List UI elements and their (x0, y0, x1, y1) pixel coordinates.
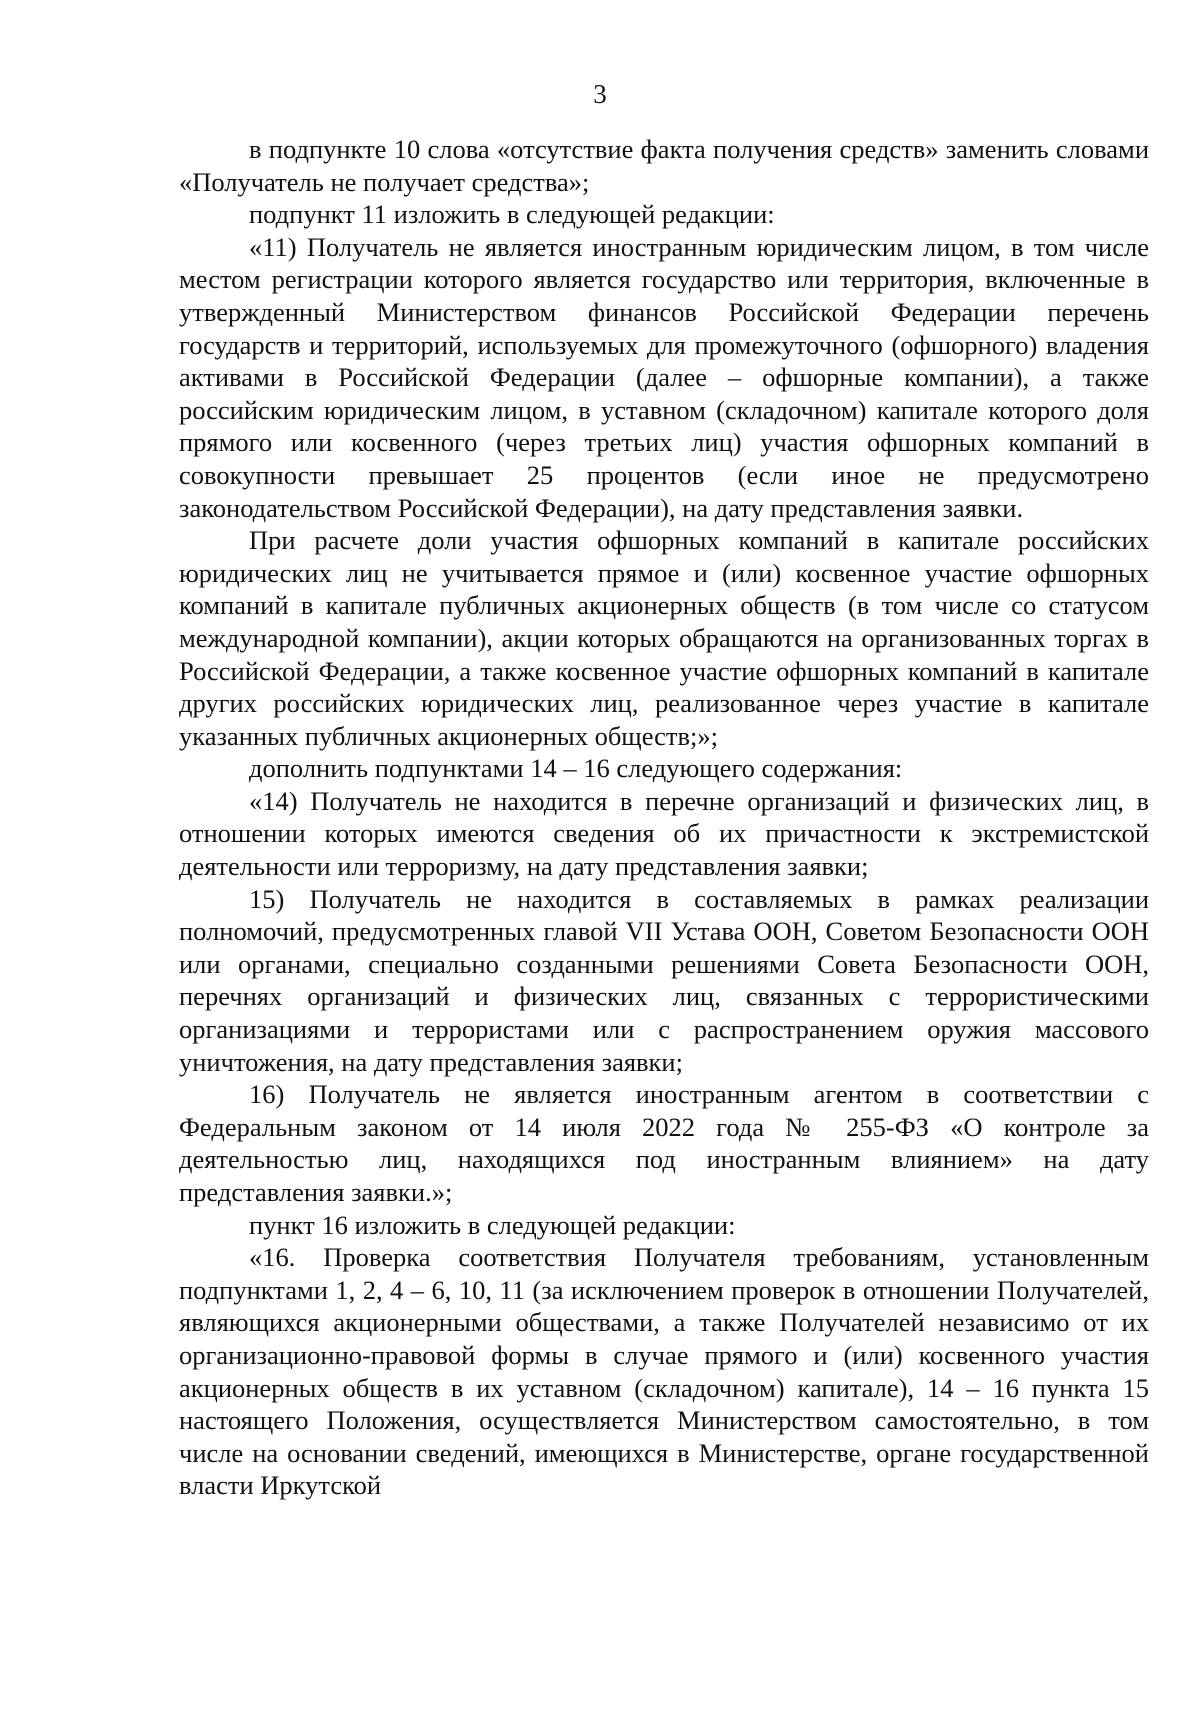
paragraph: 16) Получатель не является иностранным агентом в соответствии с Федеральным законом от 14 июля 2022 года № 255-ФЗ «О контроле за деятельностью лиц, находящихся под иностранным влиянием» на дату представления заявки.»; (179, 1079, 1149, 1207)
paragraph: При расчете доли участия офшорных компаний в капитале российских юридических лиц не учитывается прямое и (или) косвенное участие офшорных компаний в капитале публичных акционерных обществ (в том числе со статусом международной компании), акции которых обращаются на организованных торгах в Российской Федерации, а также косвенное участие офшорных компаний в капитале других российских юридических лиц, реализованное через участие в капитале указанных публичных акционерных обществ;»; (179, 525, 1149, 751)
document-body (179, 133, 1149, 1502)
paragraph: «11) Получатель не является иностранным юридическим лицом, в том числе местом регистрации которого является государство или территория, включенные в утвержденный Министерством финансов Российской Федерации перечень государств и территорий, используемых для промежуточного (офшорного) владения активами в Российской Федерации (далее – офшорные компании), а также российским юридическим лицом, в уставном (складочном) капитале которого доля прямого или косвенного (через третьих лиц) участия офшорных компаний в совокупности превышает 25 процентов (если иное не предусмотрено законодательством Российской Федерации), на дату представления заявки. (179, 231, 1149, 523)
paragraph: «14) Получатель не находится в перечне организаций и физических лиц, в отношении которых имеются сведения об их причастности к экстремистской деятельности или терроризму, на дату представления заявки; (179, 785, 1149, 882)
paragraph: дополнить подпунктами 14 – 16 следующего содержания: (249, 753, 903, 784)
paragraph: «16. Проверка соответствия Получателя требованиям, установленным подпунктами 1, 2, 4 – 6, 10, 11 (за исключением проверок в отношении Получателей, являющихся акционерными обществами, а также Получателей независимо от их организационно-правовой формы в случае прямого и (или) косвенного участия акционерных обществ в их уставном (складочном) капитале), 14 – 16 пункта 15 настоящего Положения, осуществляется Министерством самостоятельно, в том числе на основании сведений, имеющихся в Министерстве, органе государственной власти Иркутской (179, 1242, 1149, 1501)
paragraph: подпункт 11 изложить в следующей редакции: (249, 199, 775, 230)
paragraph: пункт 16 изложить в следующей редакции: (249, 1209, 736, 1240)
paragraph: в подпункте 10 слова «отсутствие факта получения средств» заменить словами «Получатель не получает средства»; (179, 134, 1149, 197)
page-number: 3 (593, 79, 607, 109)
paragraph: 15) Получатель не находится в составляемых в рамках реализации полномочий, предусмотренных главой VII Устава ООН, Советом Безопасности ООН или органами, специально созданными решениями Совета Безопасности ООН, перечнях организаций и физических лиц, связанных с террористическими организациями и террористами или с распространением оружия массового уничтожения, на дату представления заявки; (179, 883, 1149, 1077)
